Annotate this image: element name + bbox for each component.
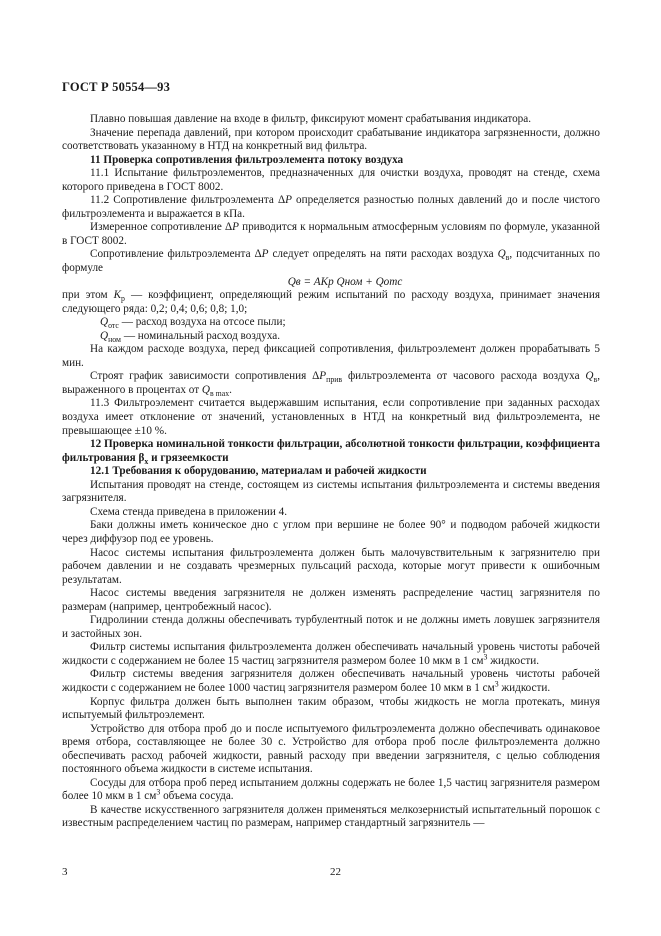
- text-run: жидкости.: [498, 681, 551, 694]
- paragraph: 11.3 Фильтроэлемент считается выдержавшим испытания, если сопротивление при заданных расходах воздуха имеет отклонение от значений, установленных в НТД на конкретный вид фильтроэлемента, не превышающее ±10 %.: [62, 397, 600, 437]
- section-heading-12: [62, 438, 600, 465]
- symbol: Q: [100, 329, 109, 342]
- paragraph: Схема стенда приведена в приложении 4.: [90, 505, 288, 518]
- text-run: и грязеемкости: [148, 451, 229, 464]
- paragraph: Испытания проводят на стенде, состоящем из системы испытания фильтроэлемента и системы введения загрязнителя.: [62, 478, 600, 505]
- text-run: — номинальный расход воздуха.: [121, 329, 281, 342]
- paragraph: [62, 221, 600, 248]
- subsection-heading-12-1: 12.1 Требования к оборудованию, материалам и рабочей жидкости: [90, 465, 427, 478]
- text-run: объема сосуда.: [160, 790, 234, 803]
- subscript: р: [121, 294, 125, 304]
- paragraph: [62, 370, 600, 397]
- text-run: Фильтр системы испытания фильтроэлемента должен обеспечивать начальный уровень чистоты рабочей жидкости с содержанием не более 15 частиц загрязнителя размером более 10 мкм в 1 см: [62, 641, 600, 667]
- text-run: — коэффициент, определяющий режим испытаний по расходу воздуха, принимает значения следующего ряда: 0,2; 0,4; 0,6; 0,8; 1,0;: [62, 289, 600, 315]
- document-body: [62, 113, 600, 831]
- footer-mark: 3: [62, 866, 68, 878]
- subscript: в: [505, 253, 510, 263]
- subscript: прив: [326, 375, 343, 385]
- symbol: P: [232, 221, 239, 234]
- text-run: приводится к нормальным атмосферным условиям по формуле, указанной в ГОСТ 8002.: [62, 221, 600, 247]
- text-run: — расход воздуха на отсосе пыли;: [118, 316, 286, 329]
- superscript: 3: [494, 679, 499, 689]
- text-run: жидкости.: [487, 654, 540, 667]
- paragraph: В качестве искусственного загрязнителя должен применяться мелкозернистый испытательный порошок с известным распределением частиц по размерам, например стандартный загрязнитель —: [62, 803, 600, 830]
- symbol: P: [285, 194, 292, 207]
- subscript: в max: [209, 389, 230, 399]
- text-run: определяется разностью полных давлений до и после чистого фильтроэлемента и выражается в кПа.: [62, 194, 600, 220]
- paragraph: 11.1 Испытание фильтроэлементов, предназначенных для очистки воздуха, проводят на стенде, схема которого приведена в ГОСТ 8002.: [62, 167, 600, 193]
- paragraph: [62, 641, 600, 668]
- text-run: при этом: [62, 289, 114, 302]
- paragraph: [62, 668, 600, 695]
- section-heading-11: 11 Проверка сопротивления фильтроэлемента потоку воздуха: [90, 153, 404, 166]
- subscript: отс: [108, 321, 119, 331]
- paragraph: Значение перепада давлений, при котором происходит срабатывание индикатора загрязненности, должно соответствовать указанному в НТД на конкретный вид фильтра.: [62, 126, 600, 153]
- symbol: K: [113, 289, 122, 302]
- text-run: 11.2 Сопротивление фильтроэлемента Δ: [90, 194, 286, 207]
- text-run: 12 Проверка номинальной тонкости фильтрации, абсолютной тонкости фильтрации, коэффициента фильтрования β: [62, 438, 600, 464]
- subscript: в: [593, 375, 598, 385]
- symbol: Q: [201, 383, 210, 396]
- paragraph: Плавно повышая давление на входе в фильтр, фиксируют момент срабатывания индикатора.: [90, 113, 532, 125]
- text-run: Фильтр системы введения загрязнителя должен обеспечивать начальный уровень чистоты рабочей жидкости с содержанием не более 1000 частиц загрязнителя размером более 10 мкм в 1 см: [62, 668, 600, 694]
- paragraph: Корпус фильтра должен быть выполнен таким образом, чтобы жидкость не могла протекать, минуя испытуемый фильтроэлемент.: [62, 695, 600, 722]
- text-run: Строят график зависимости сопротивления Δ: [90, 370, 320, 383]
- symbol: P: [319, 370, 327, 383]
- paragraph: Гидролинии стенда должны обеспечивать турбулентный поток и не должны иметь ловушек загрязнителя и застойных зон.: [62, 614, 600, 640]
- definition-qnom: [62, 330, 600, 344]
- subscript: ном: [108, 334, 122, 344]
- paragraph: Насос системы испытания фильтроэлемента должен быть малочувствительным к загрязнителю при рабочем давлении и не создавать чрезмерных пульсаций расхода, которые могут привести к ошибочным результатам.: [62, 546, 600, 586]
- paragraph: Устройство для отбора проб до и после испытуемого фильтроэлемента должно обеспечивать одинаковое время отбора, составляющее не более 30 с. Устройство для отбора проб после фильтроэлемента должно обеспечивать расход рабочей жидкости, равный расходу при введении загрязнителя, с целью соблюдения постоянного объема жидкости в системе испытания.: [62, 722, 600, 776]
- text-run: фильтроэлемента от часового расхода воздуха: [342, 370, 586, 383]
- text-run: .: [229, 383, 232, 396]
- text-run: следует определять на пяти расходах воздуха: [268, 248, 498, 261]
- paragraph: [62, 194, 600, 221]
- paragraph: Баки должны иметь коническое дно с углом при вершине не более 90° и подводом рабочей жидкости через диффузор под ее уровень.: [62, 519, 600, 545]
- subscript: x: [144, 456, 149, 466]
- symbol: Q: [497, 248, 506, 261]
- definition-kp: [62, 289, 600, 316]
- symbol: P: [261, 248, 269, 261]
- page-number: 22: [330, 866, 341, 878]
- paragraph: [62, 248, 600, 275]
- paragraph: На каждом расходе воздуха, перед фиксацией сопротивления, фильтроэлемент должен прорабатывать 5 мин.: [62, 343, 600, 369]
- definition-qots: [62, 316, 600, 330]
- text-run: , подсчитанных по формуле: [62, 248, 600, 275]
- superscript: 3: [483, 652, 488, 662]
- symbol: Q: [585, 370, 594, 383]
- paragraph: [62, 777, 600, 804]
- text-run: Измеренное сопротивление Δ: [90, 221, 233, 234]
- text-run: Сопротивление фильтроэлемента Δ: [90, 248, 262, 261]
- paragraph: Насос системы введения загрязнителя не должен изменять распределение частиц загрязнителя по размерам (например, центробежный насос).: [62, 587, 600, 613]
- symbol: Q: [100, 316, 109, 329]
- formula: Qв = AKр Qном + Qотс: [287, 275, 403, 288]
- text-run: Сосуды для отбора проб перед испытанием должны содержать не более 1,5 частиц загрязнителя размером более 10 мкм в 1 см: [62, 776, 600, 803]
- superscript: 3: [156, 787, 161, 797]
- document-header: ГОСТ Р 50554—93: [62, 80, 171, 94]
- text-run: , выраженного в процентах от: [62, 370, 600, 396]
